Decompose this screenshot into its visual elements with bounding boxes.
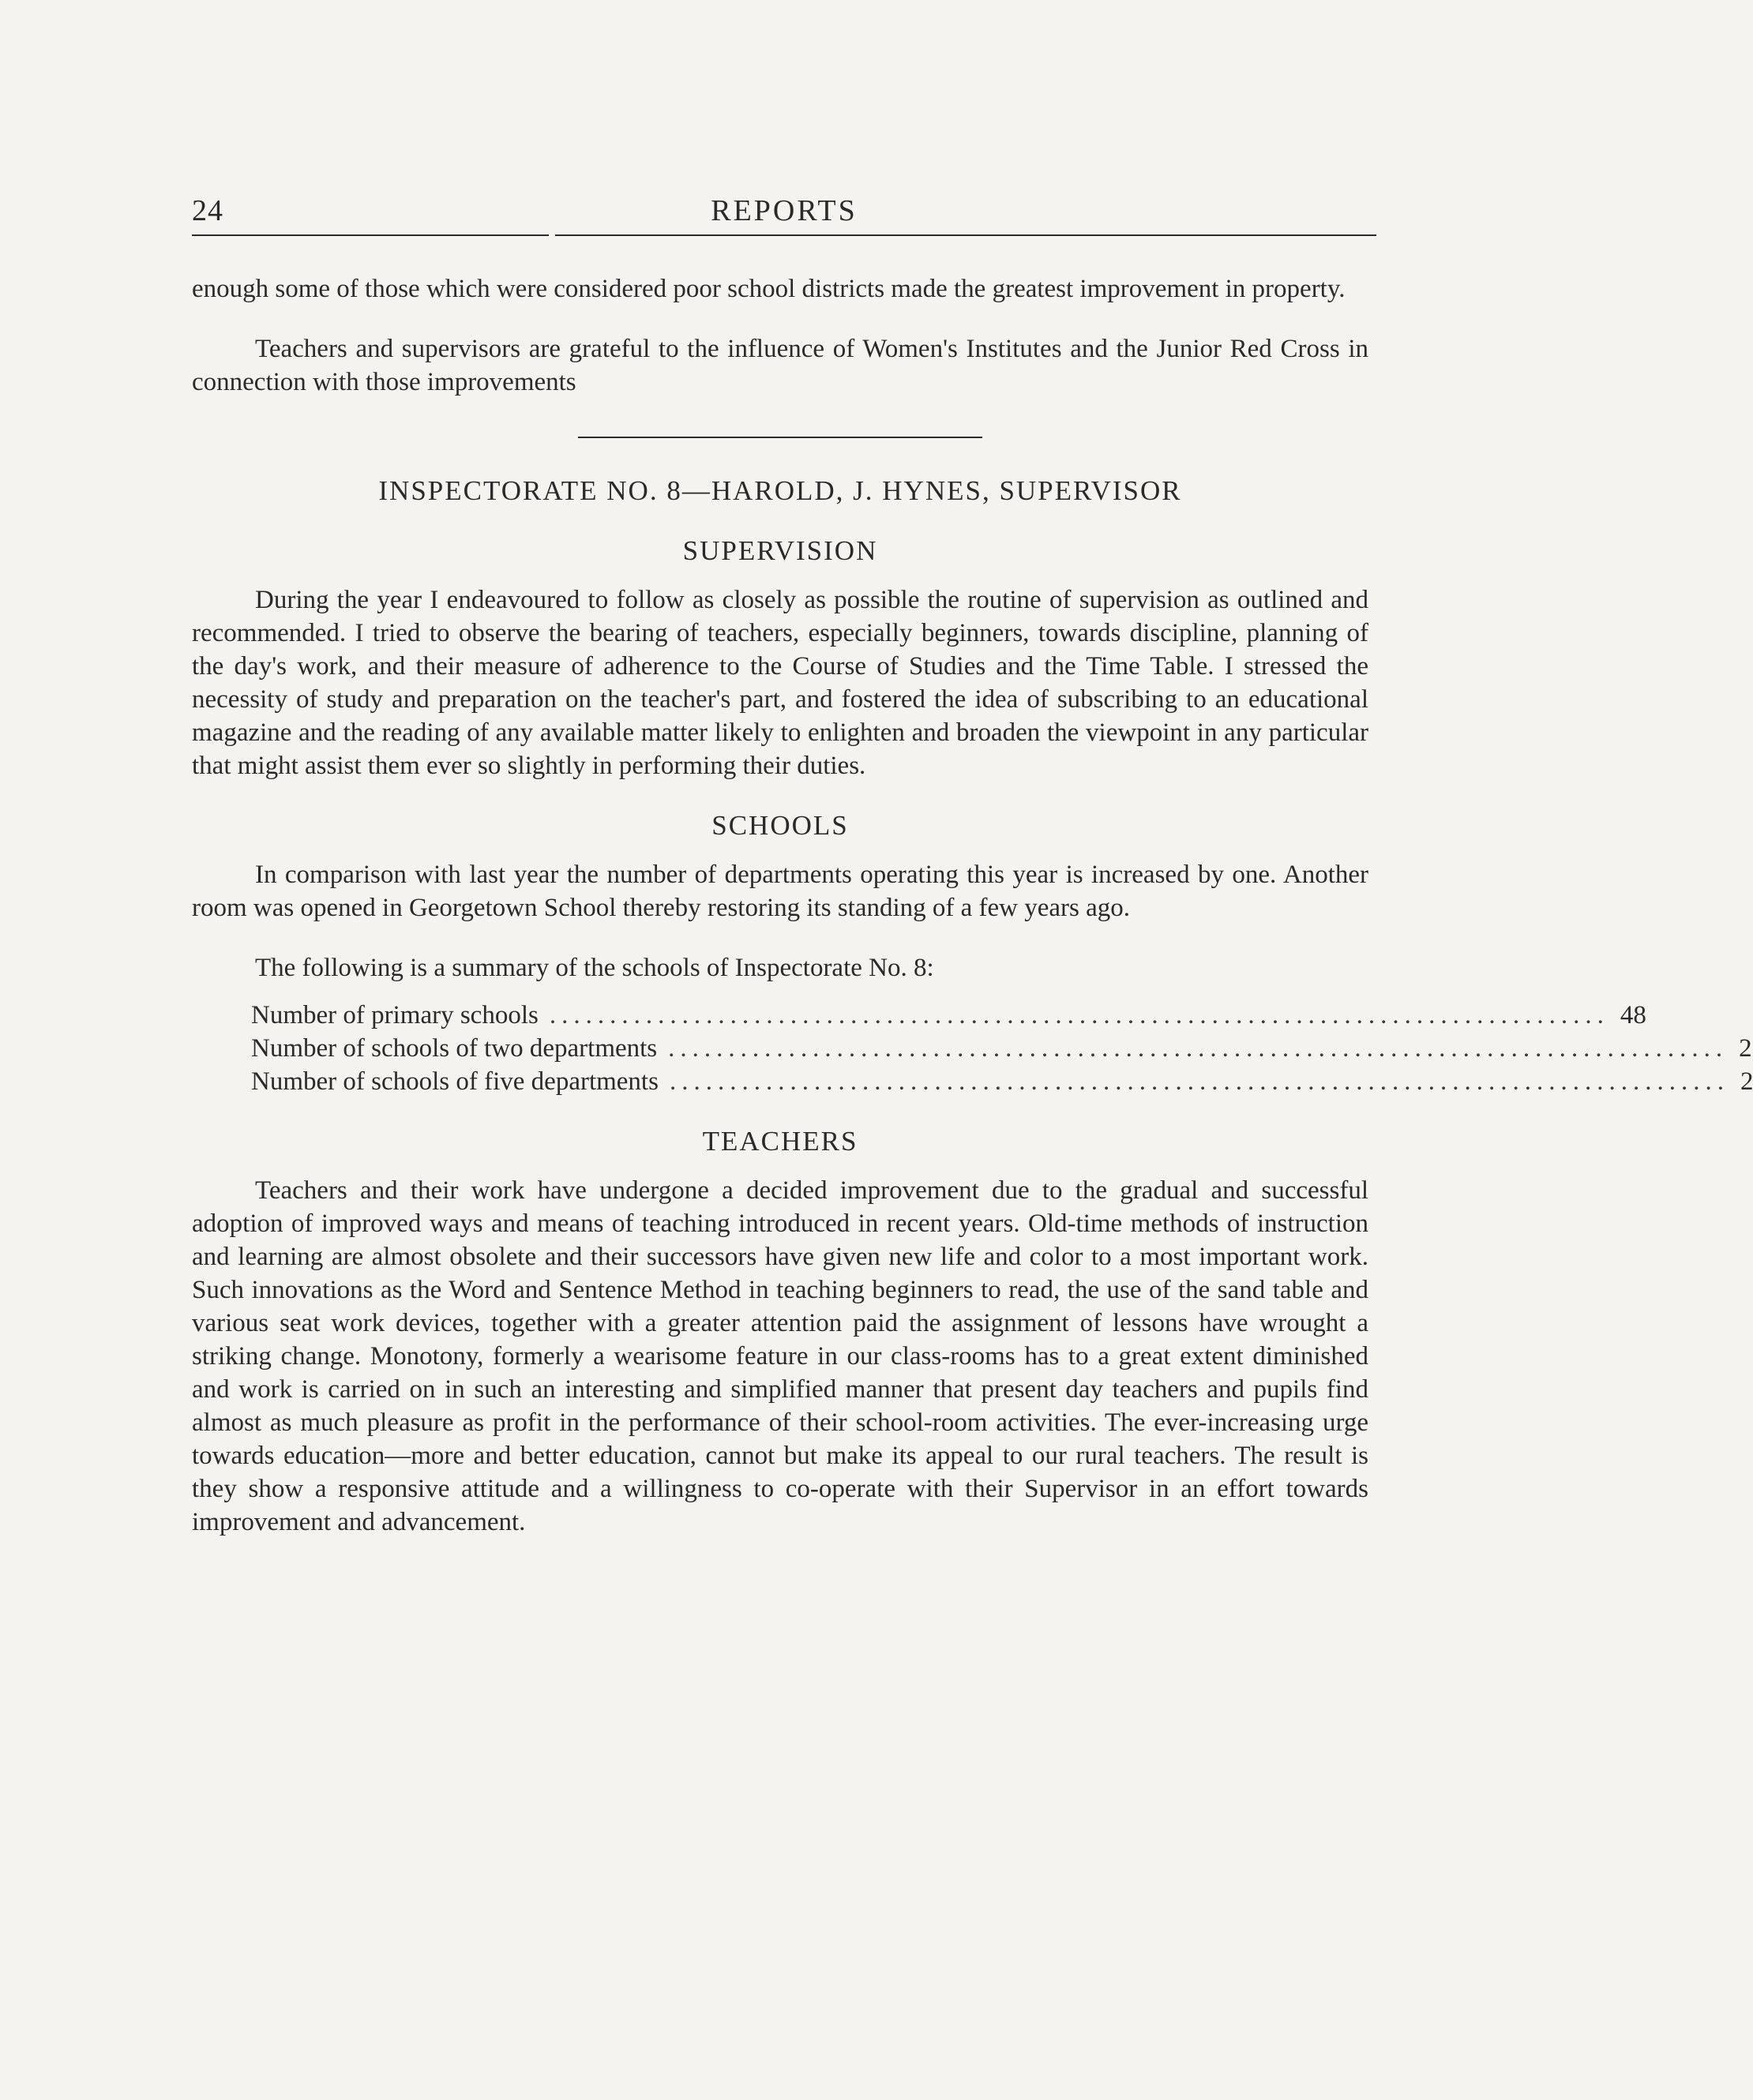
page-body: [192, 272, 1753, 1539]
section-title: INSPECTORATE NO. 8—HAROLD, J. HYNES, SUPERVISOR: [378, 475, 1182, 506]
schools-summary-list: [251, 999, 1753, 1098]
header-rule-left: [192, 234, 549, 236]
dot-leader: ........................................................................................: [549, 1001, 1609, 1029]
dot-leader: ........................................................................................: [668, 1034, 1729, 1063]
summary-value: 2: [1740, 1067, 1753, 1096]
section-divider: [578, 437, 982, 438]
schools-heading: SCHOOLS: [711, 810, 849, 841]
schools-paragraph-2: The following is a summary of the schools of Inspectorate No. 8:: [255, 954, 934, 982]
dot-leader: ........................................................................................: [669, 1067, 1729, 1096]
summary-value: 48: [1620, 1001, 1646, 1029]
teachers-heading: TEACHERS: [702, 1126, 858, 1157]
running-title: REPORTS: [711, 194, 858, 227]
summary-value: 2: [1739, 1034, 1752, 1063]
schools-paragraph-1: In comparison with last year the number of departments operating this year is increased by one. Another room was opened in Georgetown School thereby restoring its standing of a few years ago.: [192, 861, 1368, 922]
summary-label: Number of schools of two departments: [251, 1034, 658, 1063]
summary-label: Number of primary schools: [251, 1001, 539, 1029]
page-header: [192, 193, 1376, 241]
teachers-paragraph: Teachers and their work have undergone a decided improvement due to the gradual and successful adoption of improved ways and means of teaching introduced in recent years. Old-time methods of instruction and learning are almost obsolete and their successors have given new life and color to a most important work. Such innovations as the Word and Sentence Method in teaching beginners to read, the use of the sand table and various seat work devices, together with a greater attention paid the assignment of lessons have wrought a striking change. Monotony, formerly a wearisome feature in our class-rooms has to a great extent diminished and work is carried on in such an interesting and simplified manner that present day teachers and pupils find almost as much pleasure as profit in the performance of their school-room activities. The ever-increasing urge towards education—more and better education, cannot but make its appeal to our rural teachers. The result is they show a responsive attitude and a willingness to co-operate with their Supervisor in an effort towards improvement and advancement.: [192, 1176, 1368, 1536]
supervision-paragraph: During the year I endeavoured to follow as closely as possible the routine of supervision as outlined and recommended. I tried to observe the bearing of teachers, especially beginners, towards discipline, planning of the day's work, and their measure of adherence to the Course of Studies and the Time Table. I stressed the necessity of study and preparation on the teacher's part, and fostered the idea of subscribing to an educational magazine and the reading of any available matter likely to enlighten and broaden the viewpoint in any particular that might assist them ever so slightly in performing their duties.: [192, 586, 1368, 780]
summary-row: [251, 1032, 1752, 1065]
summary-row: [251, 999, 1646, 1032]
summary-label: Number of schools of five departments: [251, 1067, 659, 1096]
intro-paragraph-2: Teachers and supervisors are grateful to the influence of Women's Institutes and the Junior Red Cross in connection with those improvements: [192, 335, 1368, 396]
summary-row: [251, 1065, 1753, 1098]
header-rule: [555, 234, 1376, 236]
page-number: 24: [192, 194, 223, 227]
supervision-heading: SUPERVISION: [682, 535, 878, 566]
intro-paragraph-1: enough some of those which were considered poor school districts made the greatest improvement in property.: [192, 275, 1346, 303]
